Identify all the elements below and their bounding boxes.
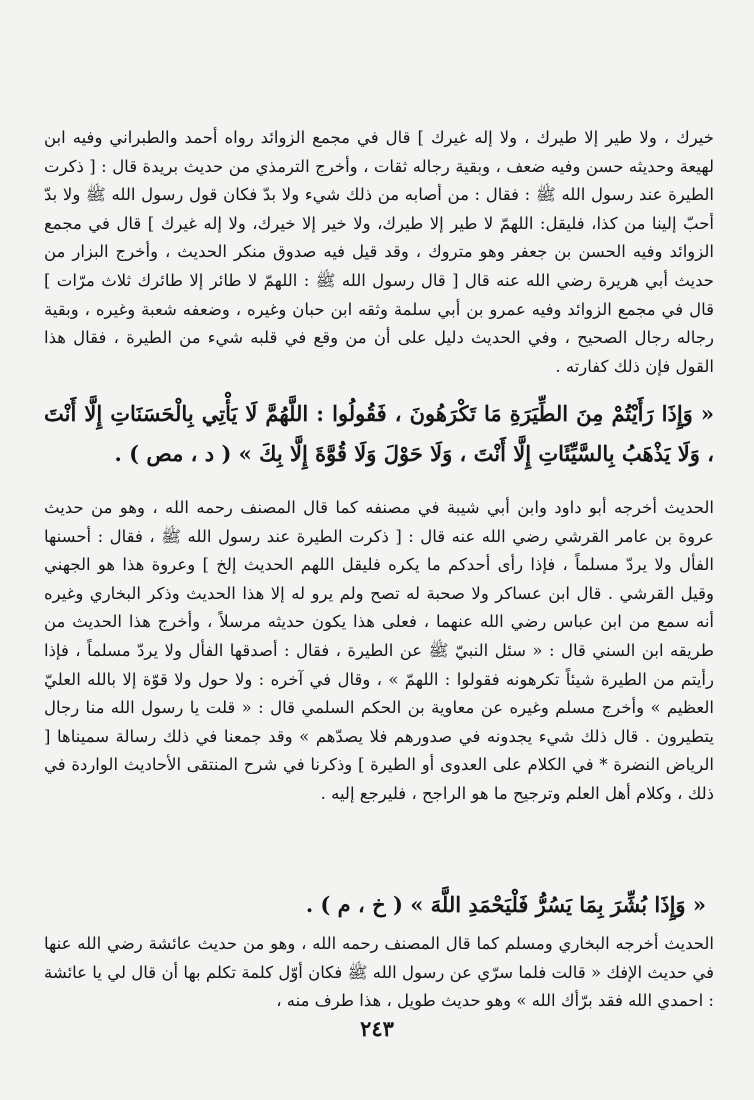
hadith-supplication-2: « وَإِذَا بُشِّرَ بِمَا يَسُرُّ فَلْيَحْمَدِ اللَّهَ » ( خ ، م ) . [305,892,706,917]
commentary-paragraph-1: خيرك ، ولا طير إلا طيرك ، ولا إله غيرك ] قال في مجمع الزوائد رواه أحمد والطبراني وفيه ابن لهيعة وحديثه حسن وفيه ضعف ، وبقية رجاله ثقات ، وأخرج الترمذي من حديث بريدة قال : [ ذكرت الطيرة عند رسول الله ﷺ : فقال : من أصابه من ذلك شيء ولا بدّ فكان قول رسول الله ﷺ ولا بدّ أحبّ إلينا من كذا، فليقل: اللهمّ لا طير إلا طيرك، ولا خير إلا خيرك، ولا إله غيرك ] قال في مجمع الزوائد وفيه الحسن بن جعفر وهو متروك ، وقد قيل فيه صدوق منكر الحديث ، وأخرج البزار من حديث أبي هريرة رضي الله عنه قال [ قال رسول الله ﷺ : اللهمّ لا طائر إلا طائرك ثلاث مرّات ] قال في مجمع الزوائد وفيه عمرو بن أبي سلمة وثقه ابن حبان وغيره ، وضعفه شعبة وغيره ، وبقية رجاله رجال الصحيح ، وفي الحديث دليل على أن من وقع في قلبه شيء من الطيرة ، فقال هذا القول فإن ذلك كفارته . [44,128,714,376]
commentary-paragraph-2: الحديث أخرجه أبو داود وابن أبي شيبة في مصنفه كما قال المصنف رحمه الله ، وهو من حديث عروة بن عامر القرشي رضي الله عنه قال : [ ذكرت الطيرة عند رسول الله ﷺ ، فقال : أحسنها الفأل ولا يردّ مسلماً ، فإذا رأى أحدكم ما يكره فليقل اللهم الحديث إلخ ] وعروة هذا هو الجهني وقيل القرشي . قال ابن عساكر ولا صحبة له تصح ولم يرو له إلا هذا الحديث وذكر البخاري وغيره أنه سمع من ابن عباس رضي الله عنهما ، فعلى هذا يكون حديثه مرسلاً ، وأخرج هذا الحديث من طريقه ابن السني قال : « سئل النبيّ ﷺ عن الطيرة ، فقال : أصدقها الفأل ولا يردّ مسلماً ، فإذا رأيتم من الطيرة شيئاً تكرهونه فقولوا : اللهمّ » ، وقال في آخره : ولا حول ولا قوّة إلا بالله العليّ العظيم » وأخرج مسلم وغيره عن معاوية بن الحكم السلمي قال : « قلت يا رسول الله منا رجال يتطيرون . قال ذلك شيء يجدونه في صدورهم فلا يصدّهم » وقد جمعنا في ذلك رسالة سميناها [ الرياض النضرة * في الكلام على العدوى أو الطيرة ] وذكرنا في شرح المنتقى الأحاديث الواردة في ذلك ، وكلام أهل العلم وترجيح ما هو الراجح ، فليرجع إليه . [44,498,714,803]
hadith-supplication-1: « وَإِذَا رَأَيْتُمْ مِنَ الطِّيَرَةِ مَا تَكْرَهُونَ ، فَقُولُوا : اللَّهُمَّ لَا يَأْتِي بِالْحَسَنَاتِ إِلَّا أَنْتَ ، وَلَا يَذْهَبُ بِالسَّيِّئَاتِ إِلَّا أَنْتَ ، وَلَا حَوْلَ وَلَا قُوَّةَ إِلَّا بِكَ » ( د ، مص ) . [44,401,714,466]
page-number: ٢٤٣ [360,1016,394,1041]
commentary-paragraph-3: الحديث أخرجه البخاري ومسلم كما قال المصنف رحمه الله ، وهو من حديث عائشة رضي الله عنها في حديث الإفك « قالت فلما سرّي عن رسول الله ﷺ فكان أوّل كلمة تكلم بها أن قال لي يا عائشة : احمدي الله فقد برّأك الله » وهو حديث طويل ، هذا طرف منه ، [44,934,714,1011]
